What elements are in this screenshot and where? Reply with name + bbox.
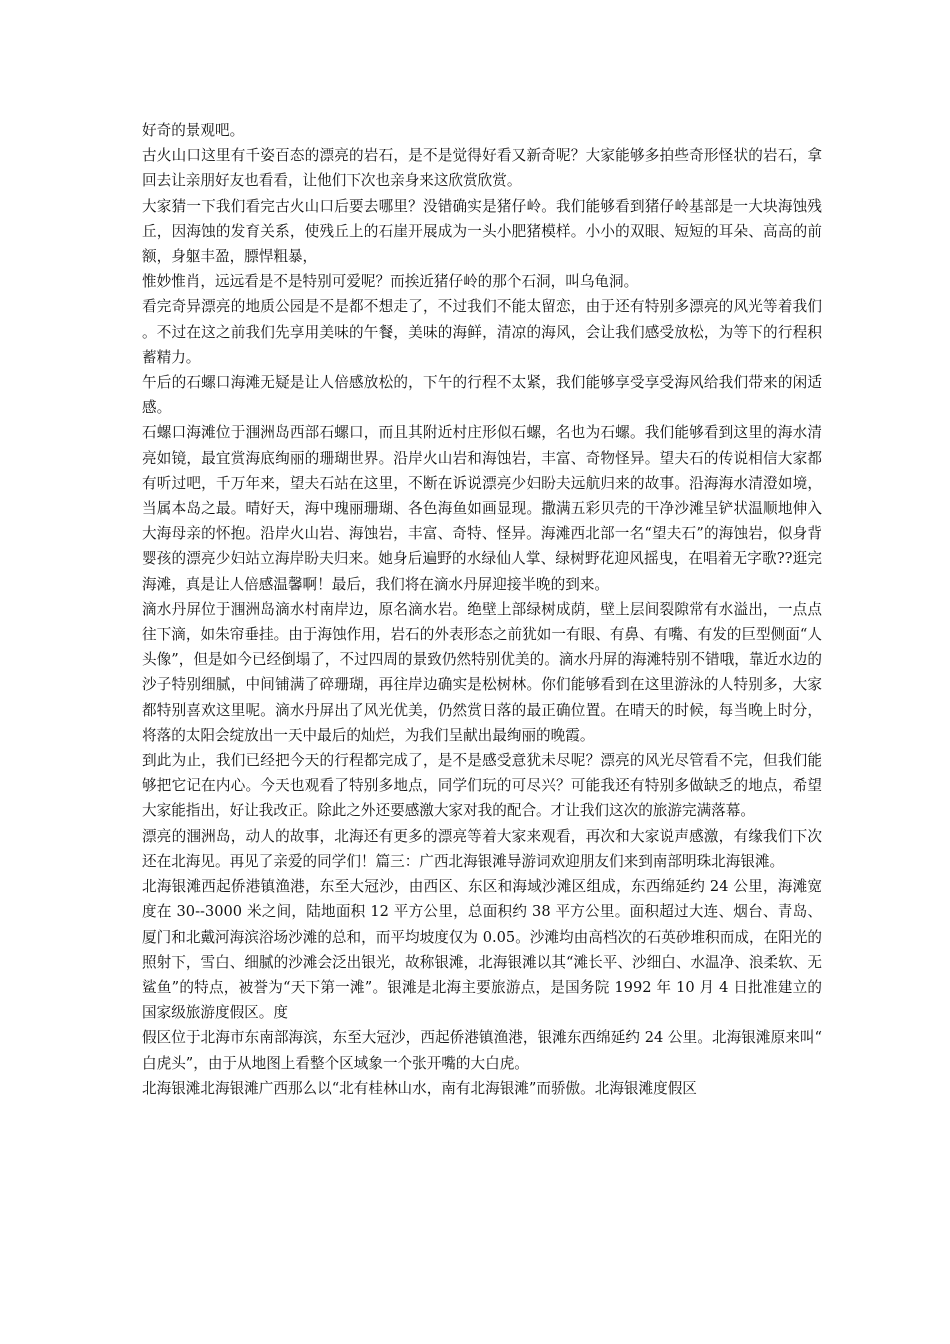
document-page — [142, 118, 822, 1101]
paragraph-6: 午后的石螺口海滩无疑是让人倍感放松的，下午的行程不太紧，我们能够享受享受海风给我们带来的闲适感。 — [142, 374, 822, 417]
paragraph-11: 北海银滩西起侨港镇渔港，东至大冠沙，由西区、东区和海域沙滩区组成，东西绵延约 24 公里，海滩宽度在 30--3000 米之间，陆地面积 12 平方公里，总面积约 38 平方公里。面积超过大连、烟台、青岛、厦门和北戴河海滨浴场沙滩的总和，而平均坡度仅为 0.05。沙滩均由高档次的石英砂堆积而成，在阳光的照射下，雪白、细腻的沙滩会泛出银光，故称银滩，北海银滩以其“滩长平、沙细白、水温净、浪柔软、无鲨鱼”的特点，被誉为“天下第一滩”。银滩是北海主要旅游点，是国务院 1992 年 10 月 4 日批准建立的国家级旅游度假区。度 — [142, 878, 822, 1022]
paragraph-10: 漂亮的涠洲岛，动人的故事，北海还有更多的漂亮等着大家来观看，再次和大家说声感激，有缘我们下次还在北海见。再见了亲爱的同学们！篇三：广西北海银滩导游词欢迎朋友们来到南部明珠北海银滩。 — [142, 827, 822, 870]
paragraph-2: 古火山口这里有千姿百态的漂亮的岩石，是不是觉得好看又新奇呢？大家能够多拍些奇形怪状的岩石，拿回去让亲朋好友也看看，让他们下次也亲身来这欣赏欣赏。 — [142, 147, 822, 190]
paragraph-12: 假区位于北海市东南部海滨，东至大冠沙，西起侨港镇渔港，银滩东西绵延约 24 公里。北海银滩原来叫“白虎头”，由于从地图上看整个区域象一个张开嘴的大白虎。 — [142, 1029, 822, 1072]
paragraph-3: 大家猜一下我们看完古火山口后要去哪里？没错确实是猪仔岭。我们能够看到猪仔岭基部是一大块海蚀残丘，因海蚀的发育关系，使残丘上的石崖开展成为一头小肥猪模样。小小的双眼、短短的耳朵、高高的前额，身躯丰盈，膘悍粗暴， — [142, 197, 822, 266]
paragraph-9: 到此为止，我们已经把今天的行程都完成了，是不是感受意犹未尽呢？漂亮的风光尽管看不完，但我们能够把它记在内心。今天也观看了特别多地点，同学们玩的可尽兴？可能我还有特别多做缺乏的地点，希望大家能指出，好让我改正。除此之外还要感激大家对我的配合。才让我们这次的旅游完满落幕。 — [142, 752, 822, 820]
paragraph-13: 北海银滩北海银滩广西那么以“北有桂林山水，南有北海银滩”而骄傲。北海银滩度假区 — [142, 1079, 697, 1097]
paragraph-8: 滴水丹屏位于涠洲岛滴水村南岸边，原名滴水岩。绝壁上部绿树成荫，壁上层间裂隙常有水溢出，一点点往下滴，如朱帘垂挂。由于海蚀作用，岩石的外表形态之前犹如一有眼、有鼻、有嘴、有发的巨型侧面“人头像”，但是如今已经倒塌了，不过四周的景致仍然特别优美的。滴水丹屏的海滩特别不错哦，靠近水边的沙子特别细腻，中间铺满了碎珊瑚，再往岸边确实是松树林。你们能够看到在这里游泳的人特别多，大家都特别喜欢这里呢。滴水丹屏出了风光优美，仍然赏日落的最正确位置。在晴天的时候，每当晚上时分，将落的太阳会绽放出一天中最后的灿烂，为我们呈献出最绚丽的晚霞。 — [142, 600, 822, 744]
paragraph-7: 石螺口海滩位于涠洲岛西部石螺口，而且其附近村庄形似石螺，名也为石螺。我们能够看到这里的海水清亮如镜，最宜赏海底绚丽的珊瑚世界。沿岸火山岩和海蚀岩，丰富、奇物怪异。望夫石的传说相信大家都有听过吧，千万年来，望夫石站在这里，不断在诉说漂亮少妇盼夫远航归来的故事。沿海海水清澄如境，当属本岛之最。晴好天，海中瑰丽珊瑚、各色海鱼如画显现。撒满五彩贝壳的干净沙滩呈铲状温顺地伸入大海母亲的怀抱。沿岸火山岩、海蚀岩，丰富、奇特、怪异。海滩西北部一名“望夫石”的海蚀岩，似身背婴孩的漂亮少妇站立海岸盼夫归来。她身后遍野的水绿仙人掌、绿树野花迎风摇曳，在唱着无字歌??逛完海滩，真是让人倍感温馨啊！最后，我们将在滴水丹屏迎接半晚的到来。 — [142, 424, 822, 593]
paragraph-1: 好奇的景观吧。 — [142, 122, 245, 139]
paragraph-5: 看完奇异漂亮的地质公园是不是都不想走了，不过我们不能太留恋，由于还有特别多漂亮的风光等着我们。不过在这之前我们先享用美味的午餐，美味的海鲜，清凉的海风，会让我们感受放松，为等下的行程积蓄精力。 — [142, 298, 822, 366]
paragraph-4: 惟妙惟肖，远远看是不是特别可爱呢？而挨近猪仔岭的那个石洞，叫乌龟洞。 — [142, 273, 639, 291]
